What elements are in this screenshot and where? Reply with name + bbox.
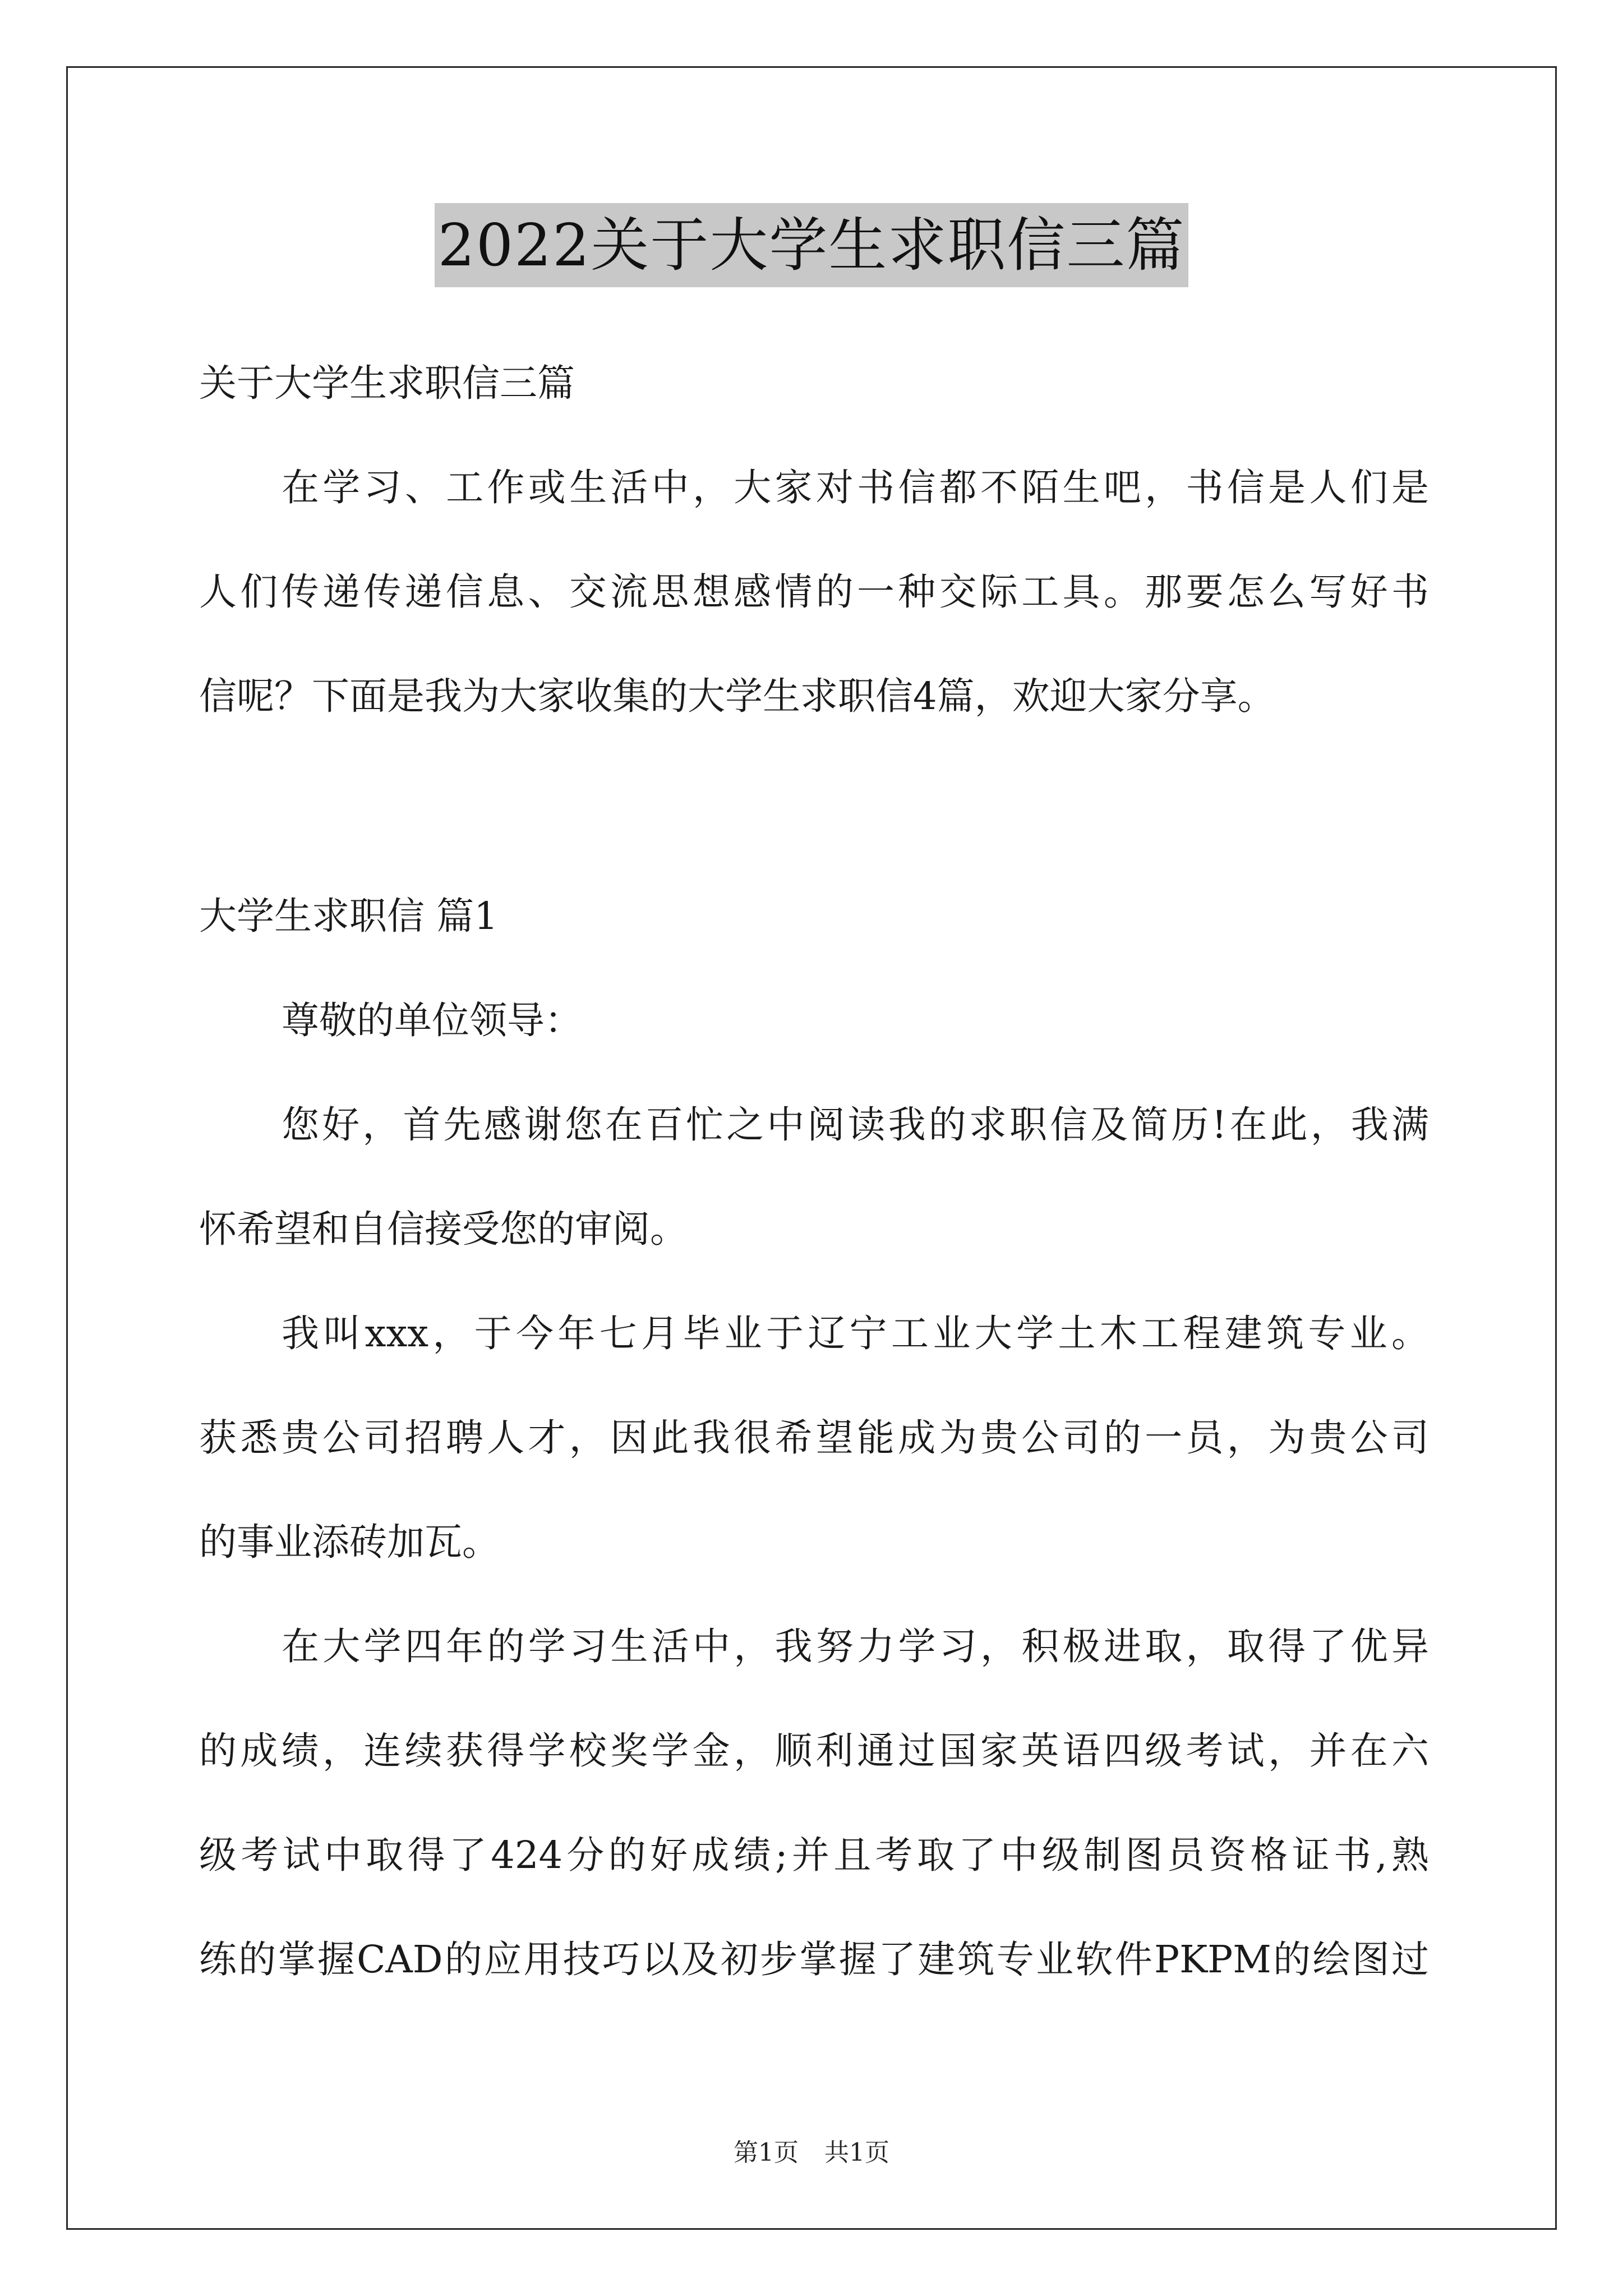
para3-line-1: 在大学四年的学习生活中，我努力学习，积极进取，取得了优异 [282, 1625, 1429, 1668]
para3-line-4: 练的掌握CAD的应用技巧以及初步掌握了建筑专业软件PKPM的绘图过 [199, 1938, 1429, 1981]
para2-line-2: 获悉贵公司招聘人才，因此我很希望能成为贵公司的一员，为贵公司 [199, 1416, 1429, 1460]
title-container [0, 203, 1623, 287]
para3-line-2: 的成绩，连续获得学校奖学金，顺利通过国家英语四级考试，并在六 [199, 1729, 1429, 1773]
intro-line-2: 人们传递传递信息、交流思想感情的一种交际工具。那要怎么写好书 [199, 570, 1429, 614]
section-heading: 大学生求职信 篇1 [199, 894, 498, 938]
para3-line-3: 级考试中取得了424分的好成绩;并且考取了中级制图员资格证书,熟 [199, 1833, 1429, 1877]
page-footer [0, 2136, 1623, 2170]
page-total: 共1页 [824, 2138, 889, 2167]
document-subtitle: 关于大学生求职信三篇 [199, 361, 575, 405]
para2-line-3: 的事业添砖加瓦。 [199, 1520, 500, 1564]
para1-line-2: 怀希望和自信接受您的审阅。 [199, 1207, 688, 1251]
intro-line-1: 在学习、工作或生活中，大家对书信都不陌生吧，书信是人们是 [282, 466, 1429, 509]
intro-line-3: 信呢？下面是我为大家收集的大学生求职信4篇，欢迎大家分享。 [199, 674, 1275, 718]
para2-line-1: 我叫xxx，于今年七月毕业于辽宁工业大学土木工程建筑专业。 [282, 1312, 1429, 1355]
page-number: 第1页 [734, 2138, 799, 2167]
para1-line-1: 您好，首先感谢您在百忙之中阅读我的求职信及简历!在此，我满 [282, 1103, 1429, 1147]
document-title: 2022关于大学生求职信三篇 [435, 203, 1189, 287]
salutation: 尊敬的单位领导： [282, 999, 582, 1042]
